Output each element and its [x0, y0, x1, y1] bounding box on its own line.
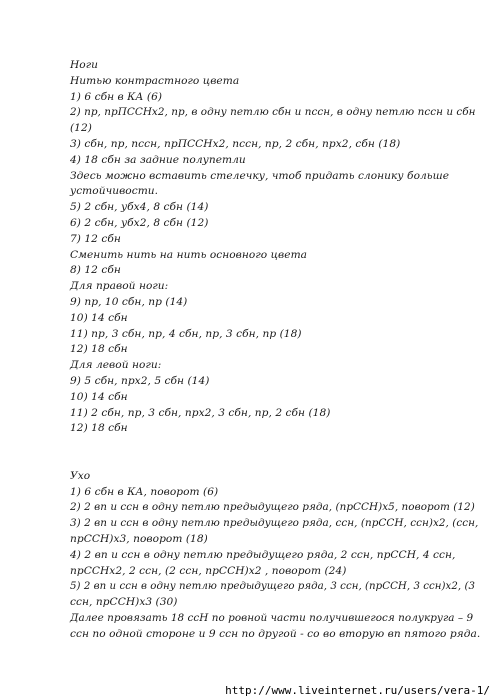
text-line: 5) 2 вп и ссн в одну петлю предыдущего ряда, 3 ссн, (прССН, 3 ссн)х2, (3	[70, 581, 476, 593]
text-line: 9) 5 сбн, прх2, 5 сбн (14)	[70, 374, 210, 387]
section-title-legs: Ноги	[70, 59, 98, 71]
subheading-right-leg: Для правой ноги:	[70, 280, 169, 293]
text-line: 4) 18 сбн за задние полупетли	[70, 153, 246, 166]
text-line: 10) 14 сбн	[70, 311, 128, 324]
text-line: 1) 6 сбн в КА (6)	[70, 90, 163, 103]
text-line: 7) 12 сбн	[70, 232, 121, 245]
subheading-left-leg: Для левой ноги:	[70, 359, 162, 372]
text-line: (12)	[70, 122, 92, 135]
text-line: 1) 6 сбн в КА, поворот (6)	[70, 485, 219, 498]
text-line: Нитью контрастного цвета	[70, 74, 240, 87]
text-line: 4) 2 вп и ссн в одну петлю предыдущего ряда, 2 ссн, прССН, 4 ссн,	[70, 548, 456, 561]
document-page	[70, 58, 481, 642]
text-line: 10) 14 сбн	[70, 390, 128, 403]
text-line: 11) пр, 3 сбн, пр, 4 сбн, пр, 3 сбн, пр (18)	[70, 327, 302, 340]
text-line: Сменить нить на нить основного цвета	[70, 248, 308, 261]
text-line: Здесь можно вставить стелечку, чтоб придать слонику больше	[70, 169, 450, 182]
text-line: 3) 2 вп и ссн в одну петлю предыдущего ряда, ссн, (прССН, ссн)х2, (ссн,	[70, 517, 479, 530]
text-line: ссн, прССН)х3 (30)	[70, 596, 178, 609]
text-line: 6) 2 сбн, убх2, 8 сбн (12)	[70, 216, 209, 229]
text-line: 3) сбн, пр, пссн, прПССНх2, пссн, пр, 2 сбн, прх2, сбн (18)	[70, 137, 401, 150]
source-url: http://www.liveinternet.ru/users/vera-1/	[225, 684, 490, 697]
text-line: 12) 18 сбн	[70, 422, 128, 435]
section-gap	[70, 437, 470, 453]
text-line: 2) 2 вп и ссн в одну петлю предыдущего ряда, (прССН)х5, поворот (12)	[70, 501, 475, 514]
text-line: 8) 12 сбн	[70, 264, 121, 277]
text-line: 5) 2 сбн, убх4, 8 сбн (14)	[70, 201, 209, 214]
text-line: ссн по одной стороне и 9 ссн по другой - со во вторую вп пятого ряда.	[70, 627, 481, 640]
text-line: Далее провязать 18 ссН по ровной части получившегося полукруга – 9	[70, 611, 474, 624]
text-line: 12) 18 сбн	[70, 343, 128, 356]
section-title-ear: Ухо	[70, 469, 91, 482]
text-line: 11) 2 сбн, пр, 3 сбн, прх2, 3 сбн, пр, 2 сбн (18)	[70, 406, 331, 419]
text-line: прССНх2, 2 ссн, (2 ссн, прССН)х2 , поворот (24)	[70, 564, 347, 577]
text-line: 2) пр, прПССНх2, пр, в одну петлю сбн и пссн, в одну петлю пссн и сбн	[70, 106, 476, 119]
text-line: устойчивости.	[70, 185, 159, 198]
section-gap	[70, 453, 470, 469]
text-line: 9) пр, 10 сбн, пр (14)	[70, 295, 188, 308]
text-line: прССН)х3, поворот (18)	[70, 532, 208, 545]
